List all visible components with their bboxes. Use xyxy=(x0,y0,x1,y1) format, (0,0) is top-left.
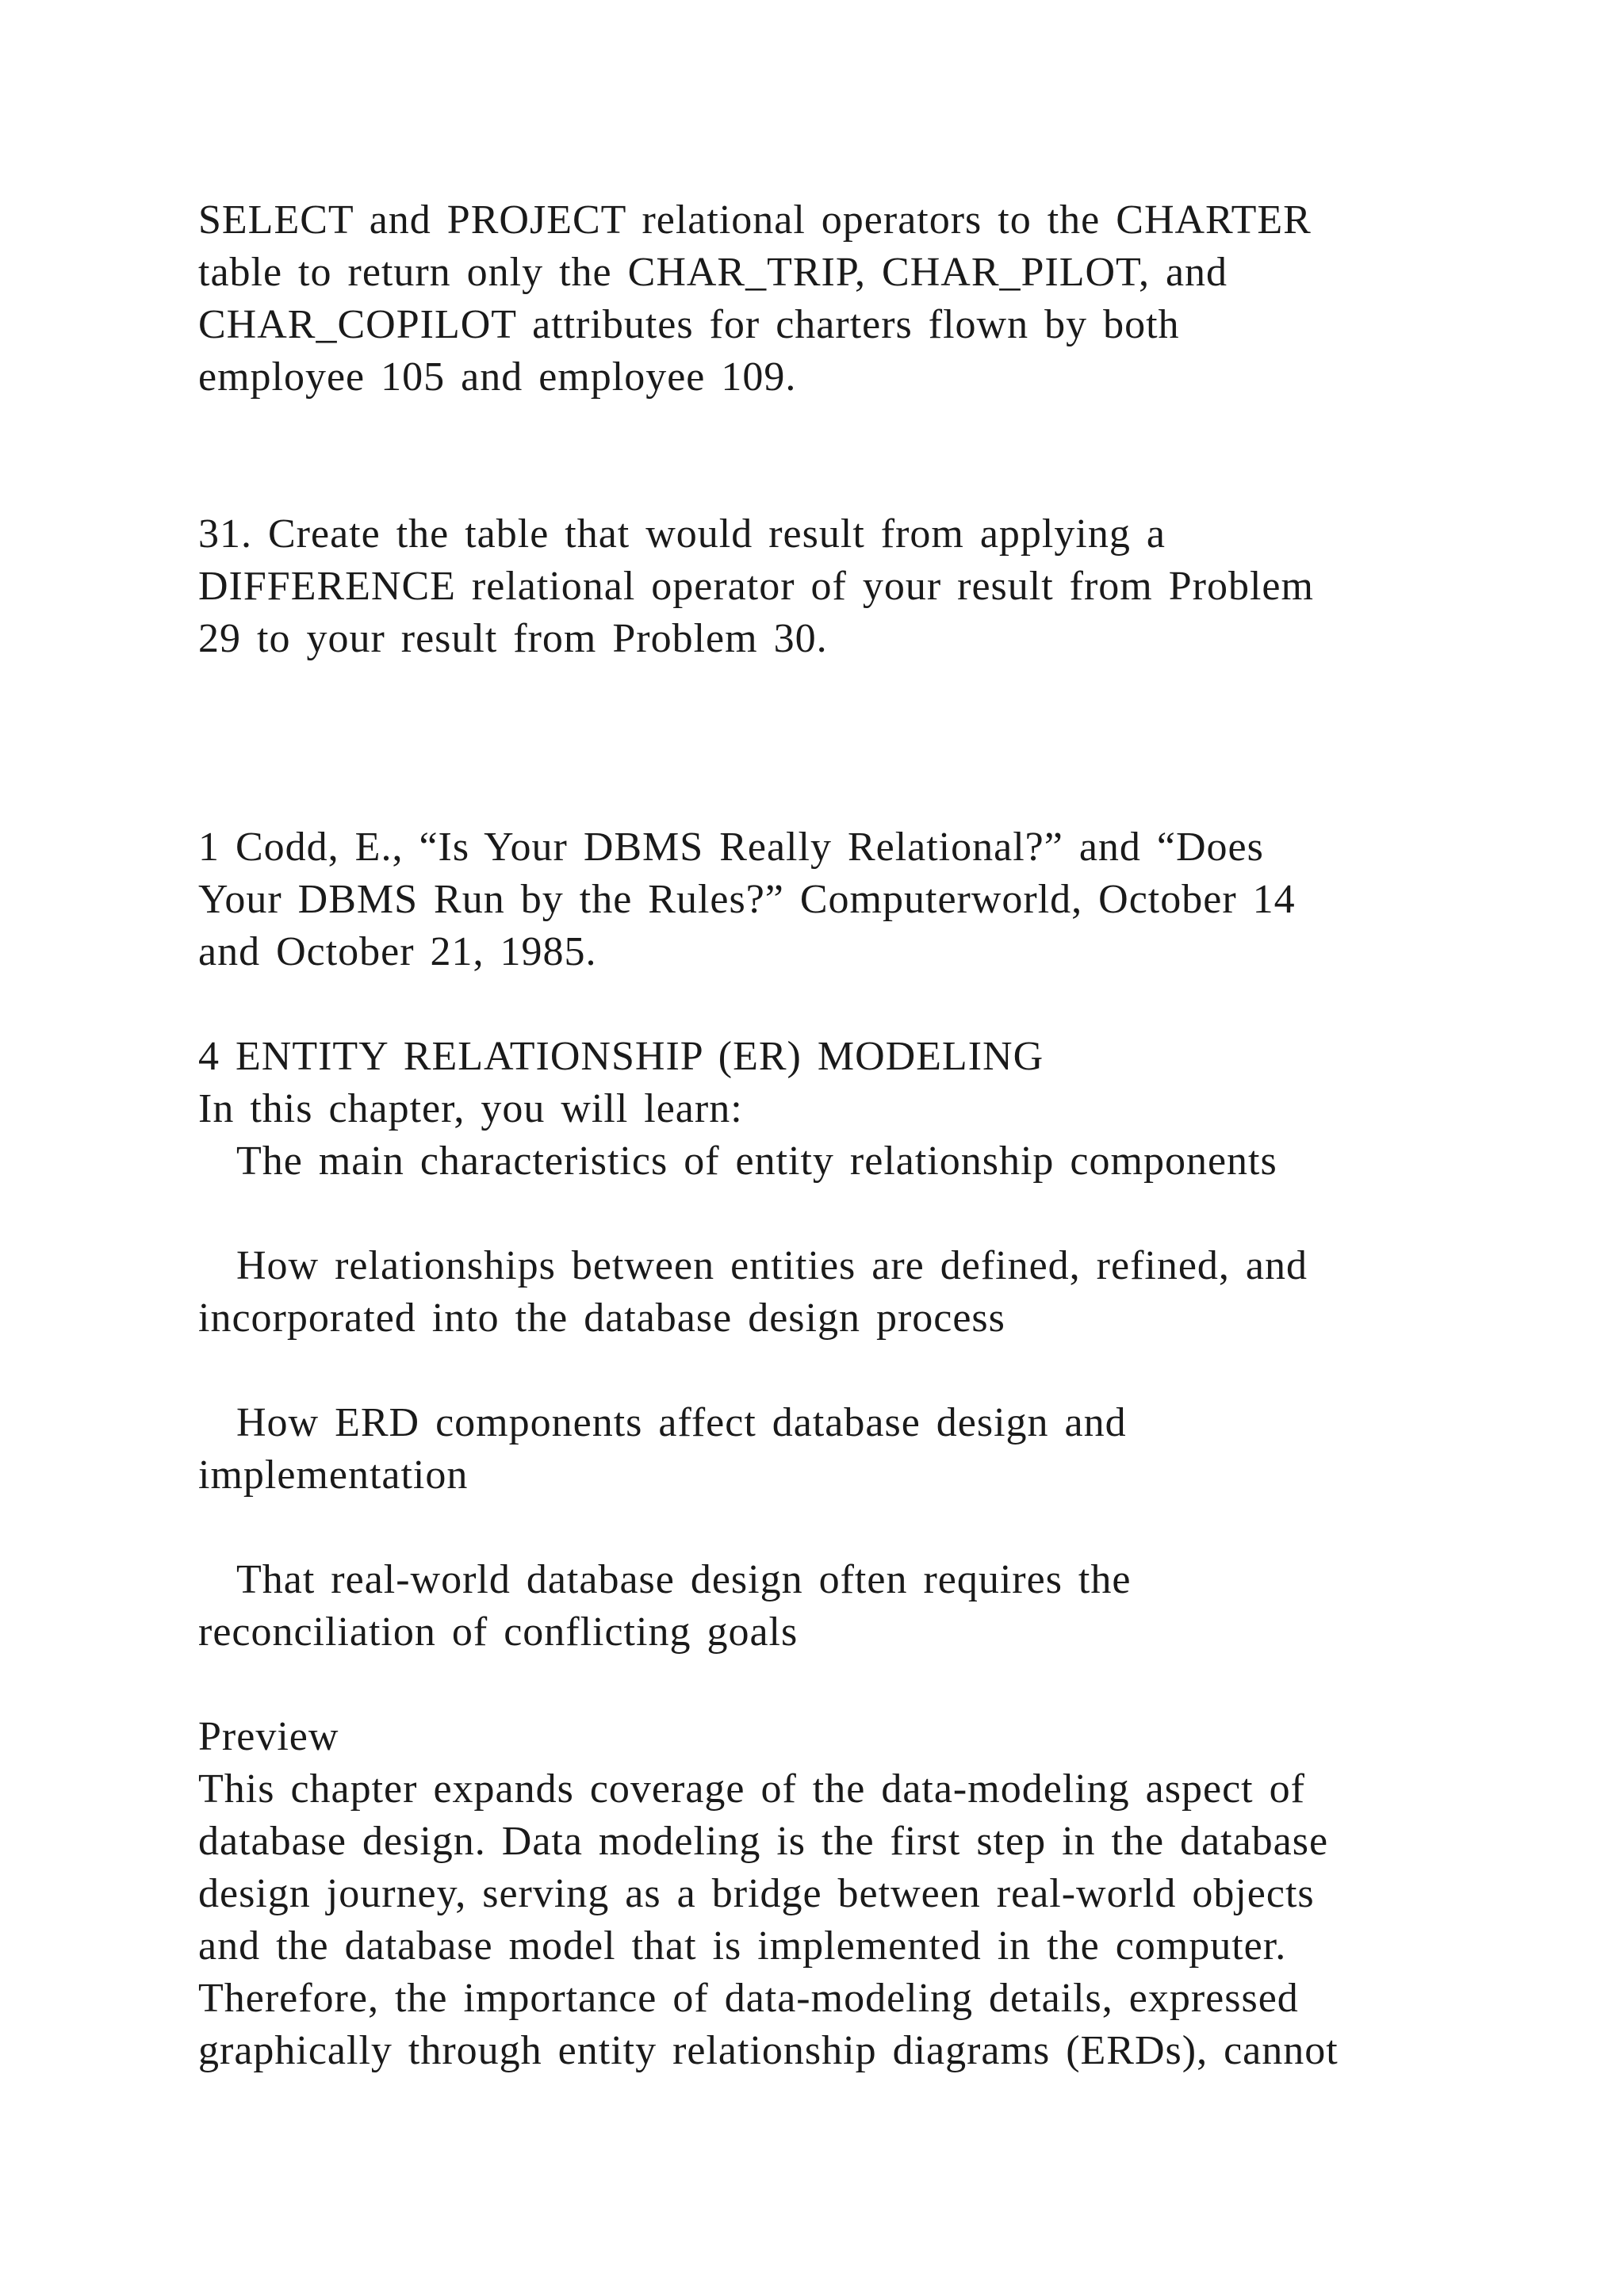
objective-3-line-1: How ERD components affect database design and xyxy=(236,1400,1127,1445)
footnote-line-1: 1 Codd, E., “Is Your DBMS Really Relational?” and “Does xyxy=(198,825,1264,870)
learn-intro: In this chapter, you will learn: xyxy=(198,1086,743,1131)
problem30-line-3: CHAR_COPILOT attributes for charters flown by both xyxy=(198,302,1180,347)
preview-line-2: database design. Data modeling is the first step in the database xyxy=(198,1819,1329,1864)
problem31-line-1: 31. Create the table that would result from applying a xyxy=(198,511,1166,557)
preview-line-3: design journey, serving as a bridge between real-world objects xyxy=(198,1871,1315,1916)
footnote-line-3: and October 21, 1985. xyxy=(198,929,597,974)
preview-line-5: Therefore, the importance of data-modeling details, expressed xyxy=(198,1976,1299,2021)
problem30-line-4: employee 105 and employee 109. xyxy=(198,354,797,400)
objective-2-line-2: incorporated into the database design process xyxy=(198,1295,1005,1341)
problem31-line-3: 29 to your result from Problem 30. xyxy=(198,616,828,661)
objective-4-line-1: That real-world database design often requires the xyxy=(236,1557,1132,1602)
objective-2-line-1: How relationships between entities are defined, refined, and xyxy=(236,1243,1308,1288)
preview-line-1: This chapter expands coverage of the data-modeling aspect of xyxy=(198,1766,1305,1812)
problem30-line-2: table to return only the CHAR_TRIP, CHAR_PILOT, and xyxy=(198,250,1228,295)
objective-1-line-1: The main characteristics of entity relationship components xyxy=(236,1138,1277,1184)
chapter-heading: 4 ENTITY RELATIONSHIP (ER) MODELING xyxy=(198,1034,1044,1079)
problem30-line-1: SELECT and PROJECT relational operators to the CHARTER xyxy=(198,197,1312,243)
preview-line-6: graphically through entity relationship diagrams (ERDs), cannot xyxy=(198,2028,1339,2073)
objective-4-line-2: reconciliation of conflicting goals xyxy=(198,1609,799,1655)
preview-heading: Preview xyxy=(198,1714,339,1759)
problem31-line-2: DIFFERENCE relational operator of your result from Problem xyxy=(198,564,1314,609)
footnote-line-2: Your DBMS Run by the Rules?” Computerworld, October 14 xyxy=(198,877,1296,922)
objective-3-line-2: implementation xyxy=(198,1452,469,1498)
preview-line-4: and the database model that is implemented in the computer. xyxy=(198,1923,1287,1969)
